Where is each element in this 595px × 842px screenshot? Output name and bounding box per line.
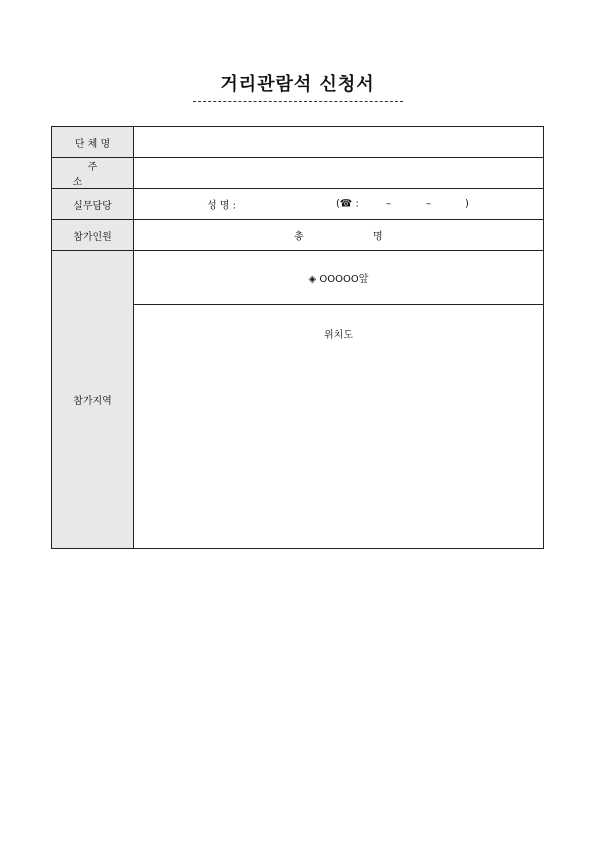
row-manager [52,189,544,220]
group-name-field[interactable] [134,127,544,158]
address-field[interactable] [134,158,544,189]
row-address [52,158,544,189]
row-group-name [52,127,544,158]
participants-total-label: 총 [294,231,304,243]
participants-label: 참가인원 [52,220,134,251]
row-participants [52,220,544,251]
group-name-label: 단 체 명 [52,127,134,158]
row-area-top [52,251,544,305]
manager-label: 실무담당 [52,189,134,220]
manager-phone-open: (☎ : [336,198,359,210]
page-title: 거리관람석 신청서 [220,74,375,95]
manager-name-label: 성 명 : [207,200,237,212]
area-map-box[interactable] [134,305,544,549]
manager-field[interactable] [134,189,544,220]
title-underline [193,101,403,102]
application-form-table [51,126,544,549]
address-label-text: 주 소 [72,162,128,188]
area-label: 참가지역 [52,251,134,549]
area-map-label: 위치도 [324,330,353,341]
manager-phone-dash-2: – [426,198,431,210]
area-location[interactable]: ◈ OOOOO앞 [134,251,544,305]
manager-phone-dash-1: – [386,198,391,210]
address-label [52,158,134,189]
participants-unit-label: 명 [373,231,383,243]
manager-phone-close: ) [465,198,469,210]
participants-field[interactable] [134,220,544,251]
